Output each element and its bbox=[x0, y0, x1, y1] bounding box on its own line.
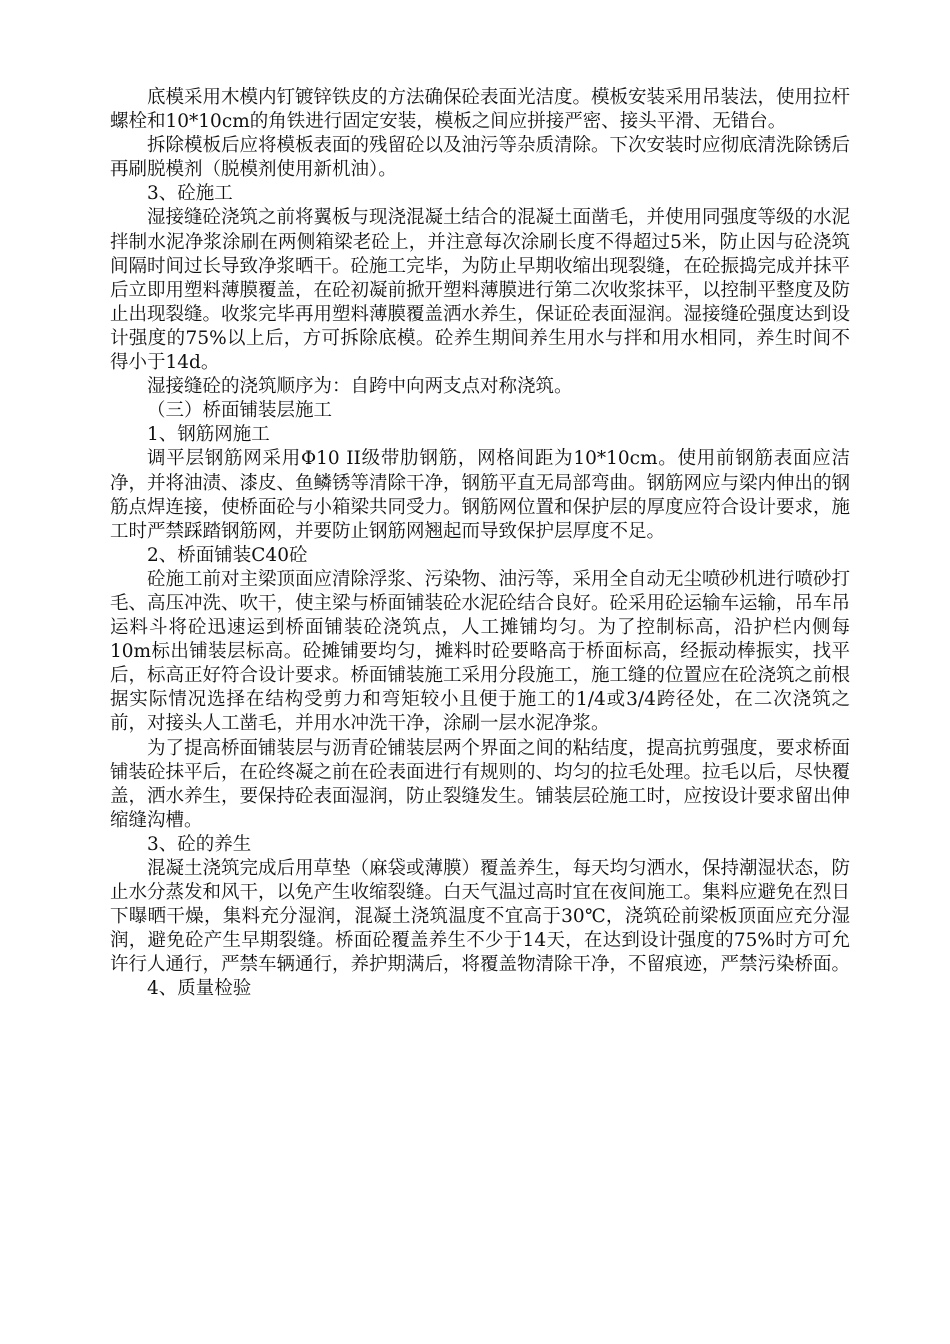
paragraph-pouring-sequence: 湿接缝砼的浇筑顺序为：自跨中向两支点对称浇筑。 bbox=[147, 376, 573, 398]
heading-concrete-curing: 3、砼的养生 bbox=[147, 833, 252, 855]
heading-quality-inspection: 4、质量检验 bbox=[147, 978, 252, 1000]
paragraph-wet-joint-concrete: 湿接缝砼浇筑之前将翼板与现浇混凝土结合的混凝土面凿毛，并使用同强度等级的水泥拌制水泥净浆涂刷在两侧箱梁老砼上，并注意每次涂刷长度不得超过5米，防止因与砼浇筑间隔时间过长导致净浆晒干。砼施工完毕，为防止早期收缩出现裂缝，在砼振捣完成并抹平后立即用塑料薄膜覆盖，在砼初凝前掀开塑料薄膜进行第二次收浆抹平，以控制平整度及防止出现裂缝。收浆完毕再用塑料薄膜覆盖洒水养生，保证砼表面湿润。湿接缝砼强度达到设计强度的75%以上后，方可拆除底模。砼养生期间养生用水与拌和用水相同，养生时间不得小于14d。 bbox=[110, 207, 851, 374]
heading-deck-pavement: （三）桥面铺装层施工 bbox=[147, 400, 333, 422]
paragraph-formwork-removal: 拆除模板后应将模板表面的残留砼以及油污等杂质清除。下次安装时应彻底清洗除锈后再刷脱模剂（脱模剂使用新机油）。 bbox=[110, 135, 851, 181]
heading-c40-pavement: 2、桥面铺装C40砼 bbox=[147, 544, 308, 566]
document-page bbox=[110, 86, 850, 1002]
heading-rebar-mesh: 1、钢筋网施工 bbox=[147, 424, 270, 446]
paragraph-surface-roughening: 为了提高桥面铺装层与沥青砼铺装层两个界面之间的粘结度，提高抗剪强度，要求桥面铺装砼抹平后，在砼终凝之前在砼表面进行有规则的、均匀的拉毛处理。拉毛以后，尽快覆盖，洒水养生，要保持砼表面湿润，防止裂缝发生。铺装层砼施工时，应按设计要求留出伸缩缝沟槽。 bbox=[110, 737, 851, 831]
paragraph-rebar-mesh: 调平层钢筋网采用Φ10 II级带肋钢筋，网格间距为10*10cm。使用前钢筋表面应洁净，并将油渍、漆皮、鱼鳞锈等清除干净，钢筋平直无局部弯曲。钢筋网应与梁内伸出的钢筋点焊连接，使桥面砼与小箱梁共同受力。钢筋网位置和保护层的厚度应符合设计要求，施工时严禁踩踏钢筋网，并要防止钢筋网翘起而导致保护层厚度不足。 bbox=[110, 448, 851, 542]
paragraph-formwork-installation: 底模采用木模内钉镀锌铁皮的方法确保砼表面光洁度。模板安装采用吊装法，使用拉杆螺栓和10*10cm的角铁进行固定安装，模板之间应拼接严密、接头平滑、无错台。 bbox=[110, 87, 851, 133]
paragraph-concrete-curing: 混凝土浇筑完成后用草垫（麻袋或薄膜）覆盖养生，每天均匀洒水，保持潮湿状态，防止水分蒸发和风干，以免产生收缩裂缝。白天气温过高时宜在夜间施工。集料应避免在烈日下曝晒干燥，集料充分湿润，混凝土浇筑温度不宜高于30℃，浇筑砼前梁板顶面应充分湿润，避免砼产生早期裂缝。桥面砼覆盖养生不少于14天，在达到设计强度的75%时方可允许行人通行，严禁车辆通行，养护期满后，将覆盖物清除干净，不留痕迹，严禁污染桥面。 bbox=[110, 858, 851, 976]
heading-concrete-construction: 3、砼施工 bbox=[147, 183, 233, 205]
paragraph-c40-pavement: 砼施工前对主梁顶面应清除浮浆、污染物、油污等，采用全自动无尘喷砂机进行喷砂打毛、高压冲洗、吹干，使主梁与桥面铺装砼水泥砼结合良好。砼采用砼运输车运输，吊车吊运料斗将砼迅速运到桥面铺装砼浇筑点，人工摊铺均匀。为了控制标高，沿护栏内侧每10m标出铺装层标高。砼摊铺要均匀，摊料时砼要略高于桥面标高，经振动棒振实，找平后，标高正好符合设计要求。桥面铺装施工采用分段施工，施工缝的位置应在砼浇筑之前根据实际情况选择在结构受剪力和弯矩较小且便于施工的1/4或3/4跨径处，在二次浇筑之前，对接头人工凿毛，并用水冲洗干净，涂刷一层水泥净浆。 bbox=[110, 568, 851, 735]
